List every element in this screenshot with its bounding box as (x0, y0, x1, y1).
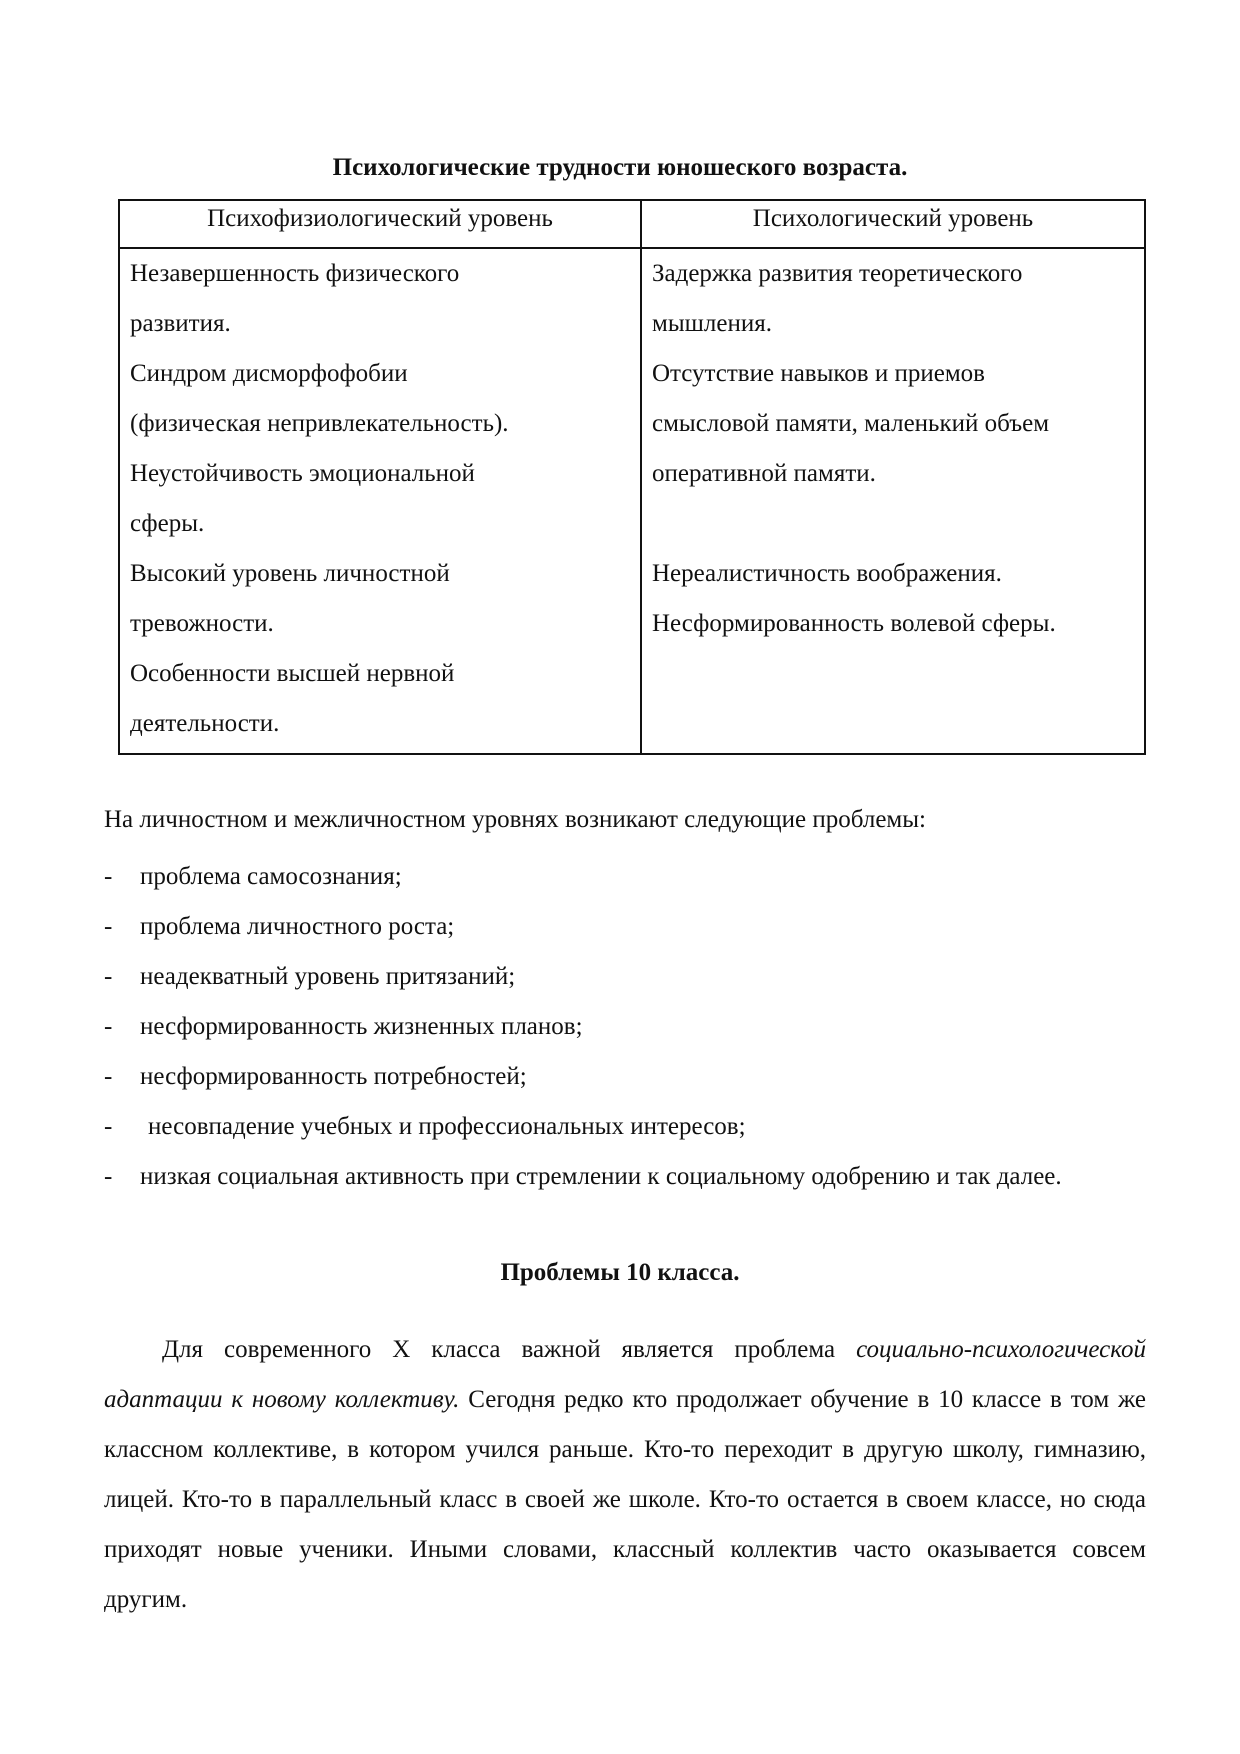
cell-line: (физическая непривлекательность). (130, 410, 509, 437)
dash-bullet: - (104, 913, 113, 940)
list-item: - несформированность жизненных планов; (104, 1002, 1146, 1052)
paragraph-lead: Для современного X класса важной является проблема (162, 1336, 857, 1363)
list-item: - неадекватный уровень притязаний; (104, 952, 1146, 1002)
cell-line: Синдром дисморфофобии (130, 360, 408, 387)
dash-bullet: - (104, 963, 113, 990)
list-item: - несформированность потребностей; (104, 1052, 1146, 1102)
cell-line: Неустойчивость эмоциональной (130, 460, 475, 487)
body-paragraph (104, 1325, 1146, 1625)
problems-intro: На личностном и межличностном уровнях возникают следующие проблемы: (104, 806, 926, 833)
list-item: - низкая социальная активность при стремлении к социальному одобрению и так далее. (104, 1152, 1146, 1202)
dash-bullet: - (104, 863, 113, 890)
cell-line: Высокий уровень личностной (130, 560, 450, 587)
cell-line: Нереалистичность воображения. (652, 560, 1002, 587)
cell-line: оперативной памяти. (652, 460, 876, 487)
section-title: Проблемы 10 класса. (500, 1259, 740, 1286)
cell-line: Незавершенность физического (130, 260, 460, 287)
header-psychophysiological: Психофизиологический уровень (119, 200, 641, 248)
list-item: - проблема самосознания; (104, 852, 1146, 902)
cell-line: тревожности. (130, 610, 274, 637)
dash-bullet: - (104, 1063, 113, 1090)
cell-line: деятельности. (130, 710, 280, 737)
document-title: Психологические трудности юношеского возраста. (332, 154, 908, 181)
dash-bullet: - (104, 1113, 113, 1140)
cell-line: сферы. (130, 510, 205, 537)
problems-list (104, 852, 1146, 1202)
table-row (119, 248, 1145, 754)
paragraph-emphasis: социально-психологической адаптации к новому коллективу. (104, 1336, 1146, 1413)
paragraph-rest: Сегодня редко кто продолжает обучение в 10 классе в том же классном коллективе, в котором учился раньше. Кто-то переходит в другую школу, гимназию, лицей. Кто-то в параллельный класс в своей же школе. Кто-то остается в своем классе, но сюда приходят новые ученики. Иными словами, классный коллектив часто оказывается совсем другим. (104, 1386, 1147, 1613)
header-psychological: Психологический уровень (641, 200, 1145, 248)
list-item: - несовпадение учебных и профессиональных интересов; (104, 1102, 1146, 1152)
cell-line: Отсутствие навыков и приемов (652, 360, 985, 387)
cell-line: Несформированность волевой сферы. (652, 610, 1056, 637)
cell-line: Задержка развития теоретического (652, 260, 1023, 287)
difficulties-table (118, 199, 1146, 755)
cell-line: смысловой памяти, маленький объем (652, 410, 1050, 437)
table-header-row (119, 200, 1145, 248)
cell-line: развития. (130, 310, 231, 337)
blank-line (652, 499, 1134, 549)
dash-bullet: - (104, 1013, 113, 1040)
cell-psychological (641, 248, 1145, 754)
dash-bullet: - (104, 1163, 113, 1190)
cell-line: мышления. (652, 310, 772, 337)
cell-psychophysiological (119, 248, 641, 754)
cell-line: Особенности высшей нервной (130, 660, 455, 687)
list-item: - проблема личностного роста; (104, 902, 1146, 952)
